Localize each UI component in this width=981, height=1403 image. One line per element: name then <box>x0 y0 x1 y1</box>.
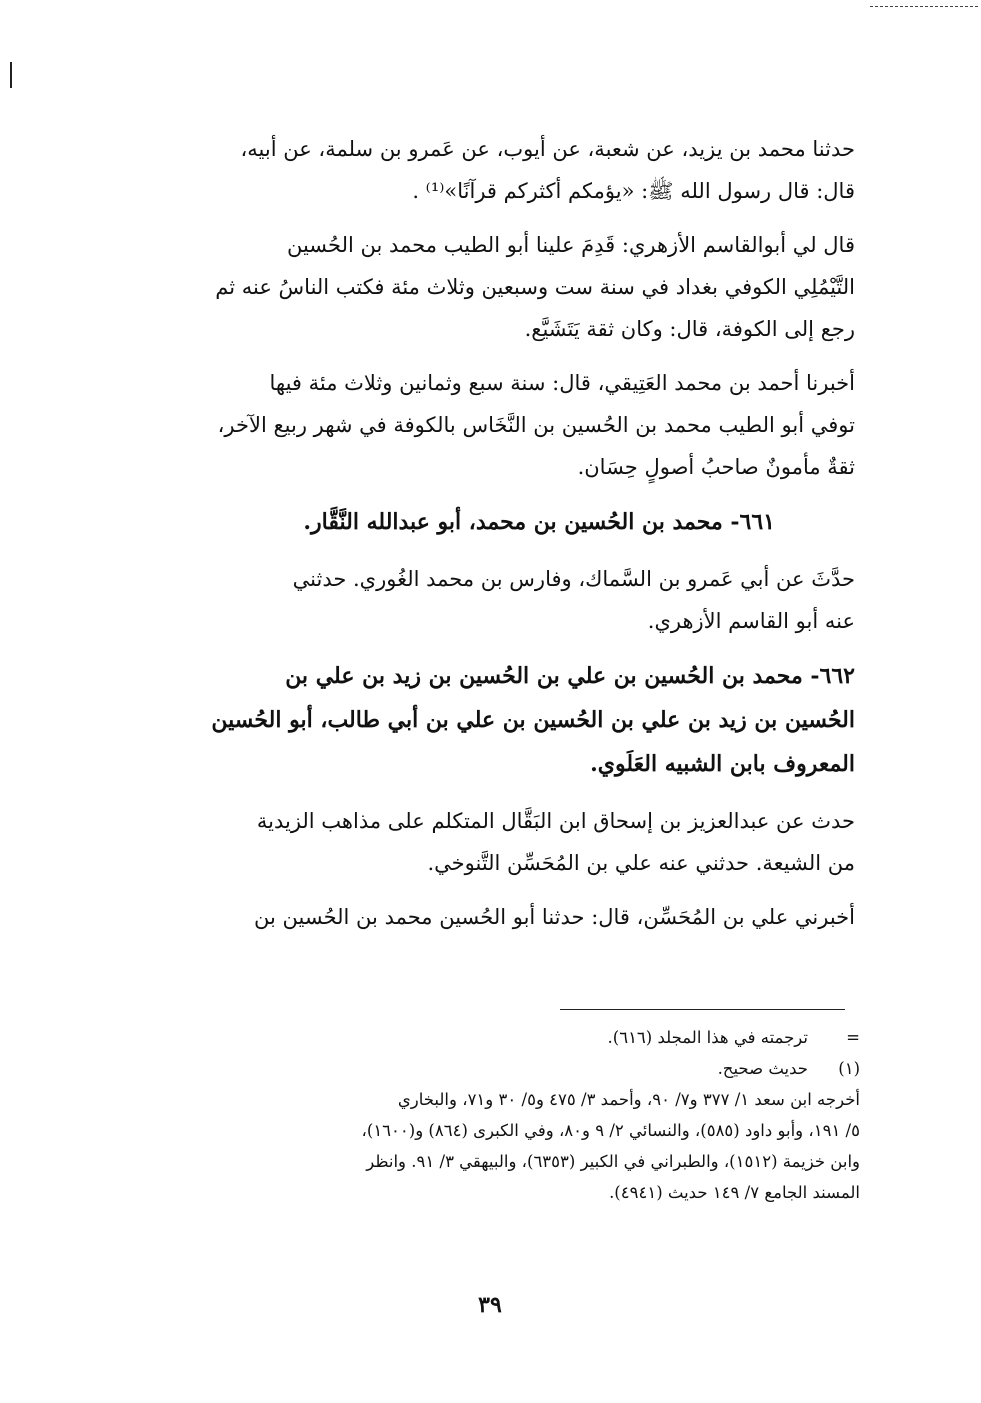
footnote-marker: (١) <box>838 1059 860 1078</box>
text-line: قال: قال رسول الله ﷺ: «يؤمكم أكثركم قرآنًا»⁽¹⁾ . <box>412 179 855 203</box>
footnote-text: ترجمته في هذا المجلد (٦١٦). <box>607 1028 808 1047</box>
top-dashed-rule <box>870 6 978 7</box>
footnote-1 <box>140 1053 860 1084</box>
page-number: ٣٩ <box>478 1292 502 1318</box>
text-line: قال لي أبوالقاسم الأزهري: قَدِمَ علينا أبو الطيب محمد بن الحُسين <box>286 233 855 257</box>
text-line: حدثنا محمد بن يزيد، عن شعبة، عن أيوب، عن عَمرو بن سلمة، عن أبيه، <box>240 137 855 161</box>
main-text <box>135 128 855 950</box>
paragraph-661 <box>135 558 855 642</box>
footnote-line: أخرجه ابن سعد ١/ ٣٧٧ و٧/ ٩٠، وأحمد ٣/ ٤٧٥ و٥/ ٣٠ و٧١، والبخاري <box>397 1090 860 1109</box>
paragraph-atiqi <box>135 362 855 488</box>
paragraph-azhari <box>135 224 855 350</box>
footnote-line: وابن خزيمة (١٥١٢)، والطبراني في الكبير (٦٣٥٣)، والبيهقي ٣/ ٩١. وانظر <box>366 1152 860 1171</box>
footnote-continuation <box>140 1022 860 1053</box>
entry-heading-662 <box>135 654 855 786</box>
footnote-line: ٥/ ١٩١، وأبو داود (٥٨٥)، والنسائي ٢/ ٩ و٨٠، وفي الكبرى (٨٦٤) و(١٦٠٠)، <box>361 1121 860 1140</box>
text-line: أخبرنا أحمد بن محمد العَتِيقي، قال: سنة سبع وثمانين وثلاث مئة فيها <box>269 371 855 395</box>
paragraph-muhassin <box>135 896 855 938</box>
footnote-marker: = <box>846 1028 860 1047</box>
text-line: رجع إلى الكوفة، قال: وكان ثقة يَتَشَيَّع. <box>524 317 855 341</box>
text-line: ثقةٌ مأمونٌ صاحبُ أصولٍ حِسَان. <box>577 455 855 479</box>
heading-line: ٦٦٢- محمد بن الحُسين بن علي بن الحُسين بن زيد بن علي بن <box>285 663 855 689</box>
footnote-line: المسند الجامع ٧/ ١٤٩ حديث (٤٩٤١). <box>609 1183 860 1202</box>
scan-edge-mark <box>10 62 12 88</box>
text-line: توفي أبو الطيب محمد بن الحُسين بن النَّخَاس بالكوفة في شهر ربيع الآخر، <box>217 413 855 437</box>
text-line: حدث عن عبدالعزيز بن إسحاق ابن البَقَّال المتكلم على مذاهب الزيدية <box>256 809 855 833</box>
text-line: عنه أبو القاسم الأزهري. <box>647 609 855 633</box>
text-line: التَّيْمُلِي الكوفي بغداد في سنة ست وسبعين وثلاث مئة فكتب الناسُ عنه ثم <box>215 275 855 299</box>
entry-heading-661: ٦٦١- محمد بن الحُسين بن محمد، أبو عبدالله النَّقَّار. <box>303 509 775 535</box>
text-line: من الشيعة. حدثني عنه علي بن المُحَسِّن التَّنوخي. <box>427 851 855 875</box>
text-line: حدَّثَ عن أبي عَمرو بن السَّماك، وفارس بن محمد الغُوري. حدثني <box>292 567 855 591</box>
footnotes <box>140 1022 860 1208</box>
heading-line: الحُسين بن زيد بن علي بن الحُسين بن علي بن أبي طالب، أبو الحُسين <box>211 707 855 733</box>
paragraph-662 <box>135 800 855 884</box>
paragraph-hadith <box>135 128 855 212</box>
text-line: أخبرني علي بن المُحَسِّن، قال: حدثنا أبو الحُسين محمد بن الحُسين بن <box>254 905 855 929</box>
footnote-text: حديث صحيح. <box>717 1059 808 1078</box>
heading-line: المعروف بابن الشبيه العَلَوي. <box>590 751 855 777</box>
footnote-separator <box>560 1009 845 1010</box>
